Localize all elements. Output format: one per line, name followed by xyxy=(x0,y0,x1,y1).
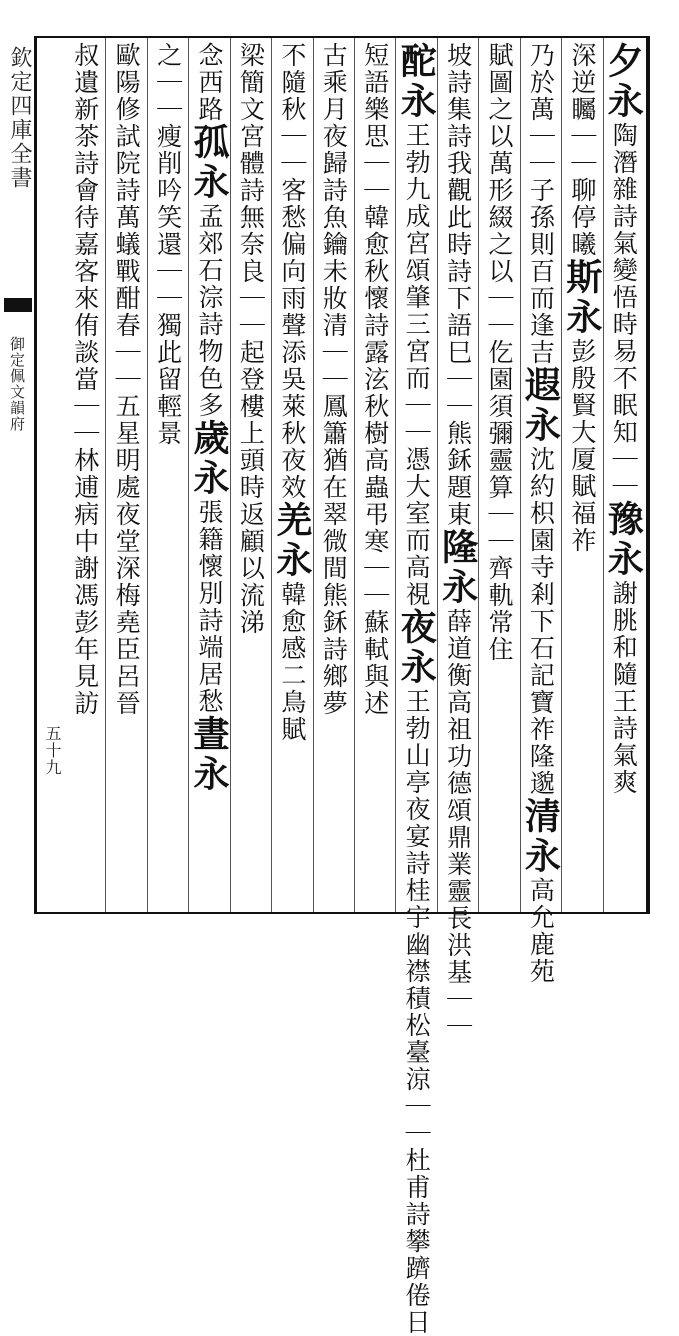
column-text: ｜｜ xyxy=(485,285,514,339)
rhyme-headword: 羌永 xyxy=(270,501,313,581)
column-text: 高允鹿苑 xyxy=(526,877,556,985)
column-text: 王勃九成宮頌肇三宮而 xyxy=(402,122,432,392)
column-text: 起登樓上頭 xyxy=(236,339,266,474)
column-text: 齊軌常住 xyxy=(485,555,514,663)
column-text: 彭殷賢大厦賦福祚 xyxy=(567,338,597,554)
column-text: 聊停曦 xyxy=(567,177,597,258)
text-column xyxy=(231,42,269,912)
fishtail-mark xyxy=(4,298,32,312)
frame-top-rule xyxy=(36,36,648,38)
column-text: 深逆矚 xyxy=(567,42,597,123)
column-text: ｜｜ xyxy=(153,258,183,312)
text-column xyxy=(107,42,145,912)
column-text: 謝朓和隨王詩氣爽 xyxy=(609,580,639,796)
column-text: 短語樂思 xyxy=(360,42,390,150)
column-text: ｜｜ xyxy=(402,1093,432,1147)
column-text: ｜｜ xyxy=(360,150,390,204)
rhyme-headword: 清永 xyxy=(519,797,562,877)
rhyme-headword: 斯永 xyxy=(560,258,603,338)
column-text: ｜｜ xyxy=(70,393,100,447)
column-text: 蘇軾與述 xyxy=(360,609,390,717)
text-column xyxy=(66,42,104,912)
column-text: 孟郊石淙詩物色多 xyxy=(195,203,224,419)
column-text: 陶潛雜詩氣變悟時易不眠知 xyxy=(609,122,639,446)
text-column xyxy=(519,42,562,985)
rhyme-headword: 隆永 xyxy=(436,528,479,608)
column-text: 五星明處夜堂深梅堯臣呂晉 xyxy=(112,393,142,717)
text-column xyxy=(270,42,313,912)
column-text: 坡詩集詩我觀此時詩下語巳 xyxy=(443,42,473,366)
rhyme-headword: 豫永 xyxy=(602,500,645,580)
column-text: 仡園須彌靈算 xyxy=(485,339,514,501)
column-text: 鳳簫猶在翠微間熊鉌詩鄉夢 xyxy=(319,393,349,717)
column-text: 不隨秋 xyxy=(277,42,307,123)
margin-book-title: 御定佩文韻府 xyxy=(8,336,26,432)
column-text: 瘦削吟笑還 xyxy=(153,123,183,258)
column-text: 梁簡文宮體詩無奈良 xyxy=(236,42,266,285)
column-text: 乃於萬 xyxy=(526,42,556,123)
rhyme-headword: 歲永 xyxy=(188,419,230,499)
page-margin xyxy=(0,36,36,916)
column-text: ｜｜ xyxy=(319,339,349,393)
rhyme-headword: 晝永 xyxy=(188,715,230,795)
column-text: 沈約枳園寺剎下石記寶祚隆邈 xyxy=(526,446,556,797)
column-text: 古乘月夜歸詩魚鑰未妝清 xyxy=(319,42,349,339)
rhyme-headword: 夜永 xyxy=(395,608,438,688)
column-text: ｜｜ xyxy=(360,555,390,609)
column-text: 杜甫詩攀躋倦日 xyxy=(402,1147,432,1336)
text-column xyxy=(190,42,228,912)
frame-right-rule xyxy=(646,36,650,914)
column-text: 客愁偏向雨聲添吳萊秋夜效 xyxy=(277,177,307,501)
rhyme-headword: 夕永 xyxy=(602,42,645,122)
column-text: 韓愈感二鳥賦 xyxy=(277,581,307,743)
column-text: ｜｜ xyxy=(112,339,142,393)
column-text: 張籍懷別詩端居愁 xyxy=(195,499,224,715)
text-column xyxy=(314,42,352,912)
text-column xyxy=(356,42,394,912)
column-text: 時返顧以流涕 xyxy=(236,474,266,636)
column-text: 薛道衡高祖功德頌鼎業靈長洪基 xyxy=(443,608,473,986)
column-text: 賦圖之以萬形綴之以 xyxy=(485,42,514,285)
column-text: 韓愈秋懷詩露泫秋樹高蟲弔寒 xyxy=(360,204,390,555)
column-text: ｜｜ xyxy=(609,446,639,500)
column-text: 林逋病中謝馮彭年見訪 xyxy=(70,447,100,717)
column-text: 憑大室而高視 xyxy=(402,446,432,608)
column-text: ｜｜ xyxy=(153,69,183,123)
text-column xyxy=(602,42,645,912)
margin-title: 欽定四庫全書 xyxy=(7,46,32,190)
column-text: 叔遺新茶詩會待嘉客來侑談當 xyxy=(70,42,100,393)
column-text: ｜｜ xyxy=(277,123,307,177)
column-text: ｜｜ xyxy=(402,392,432,446)
column-text: 念西路 xyxy=(195,42,224,123)
frame-bottom-rule xyxy=(36,912,648,914)
text-column xyxy=(436,42,479,1040)
column-text: ｜｜ xyxy=(567,123,597,177)
rhyme-headword: 遐永 xyxy=(519,366,562,446)
column-text: ｜｜ xyxy=(485,501,514,555)
column-text: ｜｜ xyxy=(443,986,473,1040)
column-text: 熊鉌題東 xyxy=(443,420,473,528)
column-text: 之 xyxy=(153,42,183,69)
column-text: 子孫則百而逢吉 xyxy=(526,177,556,366)
column-text: 王勃山亭夜宴詩桂宇幽襟積松臺涼 xyxy=(402,688,432,1093)
text-column xyxy=(480,42,518,912)
rhyme-headword: 孤永 xyxy=(188,123,230,203)
column-text: ｜｜ xyxy=(236,285,266,339)
text-column xyxy=(560,42,603,912)
text-column xyxy=(395,42,438,1336)
column-text: ｜｜ xyxy=(443,366,473,420)
text-column xyxy=(149,42,187,912)
column-text: 歐陽修試院詩萬蟻戰酣春 xyxy=(112,42,142,339)
page-number: 五十九 xyxy=(43,725,62,776)
rhyme-headword: 酡永 xyxy=(395,42,438,122)
column-text: 獨此留輕景 xyxy=(153,312,183,447)
column-text: ｜｜ xyxy=(526,123,556,177)
